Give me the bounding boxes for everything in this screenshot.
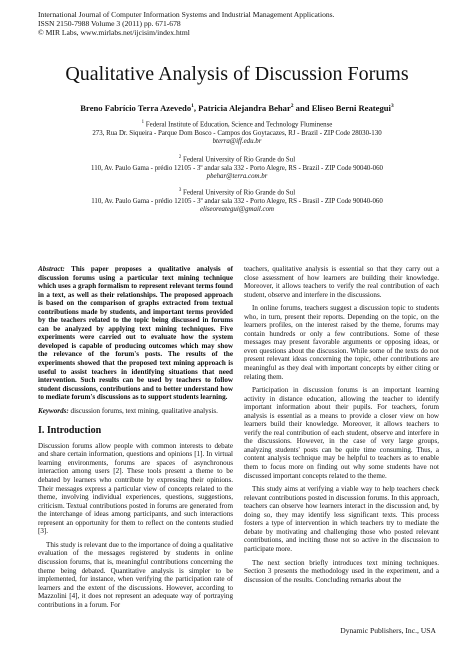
journal-name: International Journal of Computer Information Systems and Industrial Management Applications. <box>38 10 335 19</box>
affiliation-email: eliseoreategui@gmail.com <box>199 205 275 213</box>
section-heading: I. Introduction <box>38 425 102 437</box>
body-paragraph: Participation in discussion forums is an important learning activity in distance education, allowing the teacher to identify important information about their pupils. For teachers, forum analysis is essential as a means to provide a closer view on how learners build their knowledge. Moreover, it allows teachers to verify the real contribution of each student, observe and interfere in the discussions. However, in the case of very large groups, analyzing students' posts can be quite time consuming. Thus, a content analysis technique may be helpful to teachers as to enable them to focus more on finding out why some students have not discussed important concepts related to the theme. <box>244 386 439 480</box>
affiliation <box>0 187 474 214</box>
author-list: Breno Fabrício Terra Azevedo$^1$, Patricia Alejandra Behar$^2$ and Eliseo Berni Reategui$^3$ <box>80 103 394 113</box>
affiliation-email: bterra@iff.edu.br <box>212 137 262 145</box>
author-name: Eliseo Berni Reategui <box>311 103 391 113</box>
body-paragraph: Discussion forums allow people with common interests to debate and share certain information, questions and opinions [1]. In virtual learning environments, forums are spaces of asynchronous interaction among users [2]. These tools present a theme to be debated by learners who contribute by expressing their opinions. Their messages express a particular view of concepts related to the theme, involving individual experiences, questions, suggestions, criticism. Textual contributions posted in forums are generated from the interchange of ideas among participants, and such interactions represent an opportunity for them to reflect on the contents studied [3]. <box>38 441 233 536</box>
affiliation-address: 110, Av. Paulo Gama - prédio 12105 - 3º andar sala 332 - Porto Alegre, RS - Brasil - ZIP Code 90040-060 <box>91 197 383 205</box>
body-paragraph: This study is relevant due to the importance of doing a qualitative evaluation of the messages registered by students in online discussion forums, that is, meaningful contributions concerning the theme being debated. Quantitative analysis is simpler to be implemented, for instance, when verifying the participation rate of learners and the extent of the discussions. However, according to Mazzolini [4], it does not represent an adequate way of portraying contributions in a forum. For <box>38 540 233 609</box>
affiliation-institution: Federal University of Rio Grande do Sul <box>182 156 296 164</box>
abstract <box>38 265 233 402</box>
journal-header <box>38 10 335 38</box>
affiliation <box>0 119 474 146</box>
keywords-text: discussion forums, text mining, qualitative analysis. <box>68 406 218 415</box>
affiliation-mark: 3 <box>178 188 182 193</box>
affiliation <box>0 154 474 181</box>
affiliation-email: pbehar@terra.com.br <box>206 172 268 180</box>
keywords-label: Keywords: <box>38 406 69 415</box>
journal-issn: ISSN 2150-7988 Volume 3 (2011) pp. 671-678 <box>38 19 181 29</box>
paper-title: Qualitative Analysis of Discussion Forums <box>65 63 409 85</box>
publisher-footer: Dynamic Publishers, Inc., USA <box>340 626 436 635</box>
affiliation-mark: 2 <box>178 155 182 160</box>
author-affiliation-mark: 1 <box>191 103 194 110</box>
affiliation-address: 273, Rua Dr. Siqueira - Parque Dom Bosco - Campos dos Goytacazes, RJ - Brazil - ZIP Code 28030-130 <box>92 129 382 137</box>
body-paragraph: teachers, qualitative analysis is essential so that they carry out a close assessment of how learners are building their knowledge. Moreover, it allows teachers to verify the real contribution of each student, observe and interfere in the discussions. <box>244 265 439 299</box>
abstract-label: Abstract: <box>38 265 65 273</box>
author-affiliation-mark: 2 <box>290 103 294 110</box>
author-name: Patricia Alejandra Behar <box>198 103 291 113</box>
body-paragraph: This study aims at verifying a viable way to help teachers check relevant contributions posted in discussion forums. In this approach, teachers can observe how learners interact in the discussion and, by doing so, they may identify less significant texts. This process fosters a type of intervention in which teachers try to mediate the debate by motivating and challenging those who posted relevant contributions, and inciting those not so active in the discussion to participate more. <box>244 485 439 553</box>
abstract-text: This paper proposes a qualitative analysis of discussion forums using a particular text mining technique which uses a graph formalism to represent relevant terms found in a text, as well as their relationships. The proposed approach is based on the comparison of graphs extracted from textual contributions made by students, and important terms provided by the teachers related to the topic being discussed in forums can be analyzed by applying text mining techniques. Five experiments were carried out to evaluate how the system developed is capable of producing outcomes which may show the relevance of the forum's posts. The results of the experiments showed that the proposed text mining approach is useful to assist teachers in identifying situations that need intervention. Such results can be used by teachers to follow student discussions, contributions and to better understand how to mediate forum's discussions as to support students learning. <box>38 265 233 402</box>
keywords <box>38 407 233 416</box>
author-conjunction: and <box>293 103 312 113</box>
body-paragraph: The next section briefly introduces text mining techniques. Section 3 presents the methodology used in the experiment, and a discussion of the results. Concluding remarks about the <box>244 558 439 584</box>
affiliation-mark: 1 <box>141 120 145 125</box>
affiliation-institution: Federal Institute of Education, Science and Technology Fluminense <box>145 121 333 129</box>
affiliation-address: 110, Av. Paulo Gama - prédio 12105 - 3º andar sala 332 - Porto Alegre, RS - Brazil - ZIP Code 90040-060 <box>91 164 383 172</box>
affiliation-institution: Federal University of Rio Grande do Sul <box>182 189 296 197</box>
right-column <box>244 265 439 589</box>
left-column <box>38 265 233 614</box>
body-paragraph: In online forums, teachers suggest a discussion topic to students who, in turn, present their reports. Depending on the topic, on the learners profiles, on the interest raised by the theme, forums may contain hundreds or only a few contributions. Some of these messages may present favorable arguments or opposing ideas, or even questions about the discussion. While some of the texts do not present relevant ideas concerning the topic, other contributions are meaningful as they deal with important concepts by either citing or relating them. <box>244 304 439 381</box>
author-affiliation-mark: 3 <box>390 103 394 110</box>
journal-url: © MIR Labs, www.mirlabs.net/ijcisim/index.html <box>38 28 190 38</box>
author-name: Breno Fabrício Terra Azevedo <box>80 103 192 113</box>
